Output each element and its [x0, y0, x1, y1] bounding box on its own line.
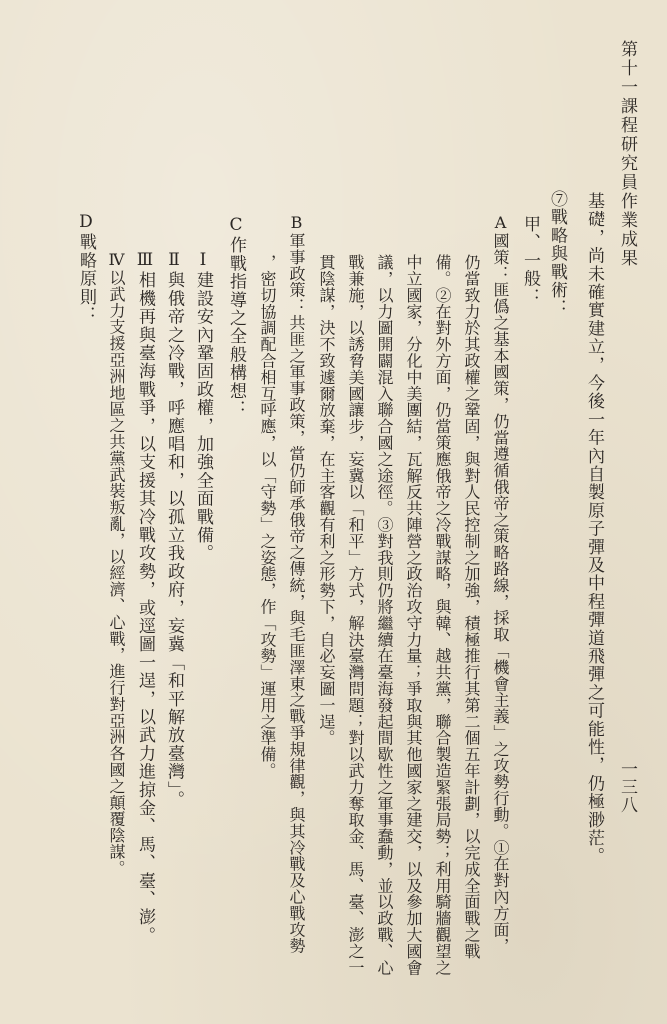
text-line-national-policy-6: 戰兼施，以誘脅美國讓步，妄冀以「和平」方式，解決臺灣問題；對以武力奪取金、馬、臺、澎之一	[346, 254, 365, 976]
list-item-4: Ⅳ以武力支援亞洲地區之共黨武裝叛亂，以經濟、心戰，進行對亞洲各國之顛覆陰謀。	[107, 250, 126, 877]
subsection-heading-operational-concept: C作戰指導之全般構想：	[226, 215, 246, 419]
text-line-military-policy-1: B軍事政策：共匪之軍事政策，當仍師承俄帝之傳統，與毛匪澤東之戰爭規律觀，與其冷戰及心戰攻勢	[287, 213, 306, 954]
text-line-national-policy-4: 中立國家，分化中美團結，瓦解反共陣營之政治攻守力量；爭取與其他國家之建交，以及參加大國會	[404, 254, 423, 976]
text-line-national-policy-3: 備。②在對外方面，仍當策應俄帝之冷戰謀略，與韓、越共黨，聯合製造緊張局勢；利用騎牆觀望之	[433, 254, 452, 976]
section-heading-strategy-tactics: ⑦戰略與戰術：	[547, 190, 567, 318]
running-title: 第十一課程研究員作業成果	[617, 40, 637, 268]
text-line-national-policy-1: A國策：匪僞之基本國策，仍當遵循俄帝之策略路線，採取「機會主義」之攻勢行動。①在對內方面，	[491, 213, 510, 954]
subsection-heading-strategic-principles: D戰略原則：	[76, 212, 96, 325]
text-line-national-policy-5: 議，以力圖開闢混入聯合國之途徑。③對我則仍將繼續在臺海發起間歇性之軍事蠢動，並以政戰、心	[375, 254, 394, 976]
text-line-1: 基礎，尚未確實建立，今後一年內自製原子彈及中程彈道飛彈之可能性，仍極渺茫。	[584, 192, 604, 866]
list-item-2: Ⅱ與俄帝之冷戰，呼應唱和，以孤立我政府，妄冀「和平解放臺灣」。	[164, 250, 184, 809]
text-line-military-policy-2: ，密切協調配合相互呼應，以「守勢」之姿態，作「攻勢」運用之準備。	[258, 254, 277, 779]
list-item-1: Ⅰ建設安內鞏固政權，加強全面戰備。	[193, 250, 213, 563]
page-number: 一三八	[617, 760, 637, 814]
text-line-national-policy-2: 仍當致力於其政權之鞏固，與對人民控制之加強，積極推行其第二個五年計劃，以完成全面戰之戰	[462, 254, 481, 960]
subsection-heading-general: 甲、一般：	[520, 215, 540, 306]
text-line-national-policy-7: 貫陰謀，決不致遽爾放棄，在主客觀有利之形勢下，自必妄圖一逞。	[317, 254, 336, 746]
list-item-3: Ⅲ相機再與臺海戰爭，以支援其冷戰攻勢，或逕圖一逞，以武力進掠金、馬、臺、澎。	[135, 250, 155, 945]
